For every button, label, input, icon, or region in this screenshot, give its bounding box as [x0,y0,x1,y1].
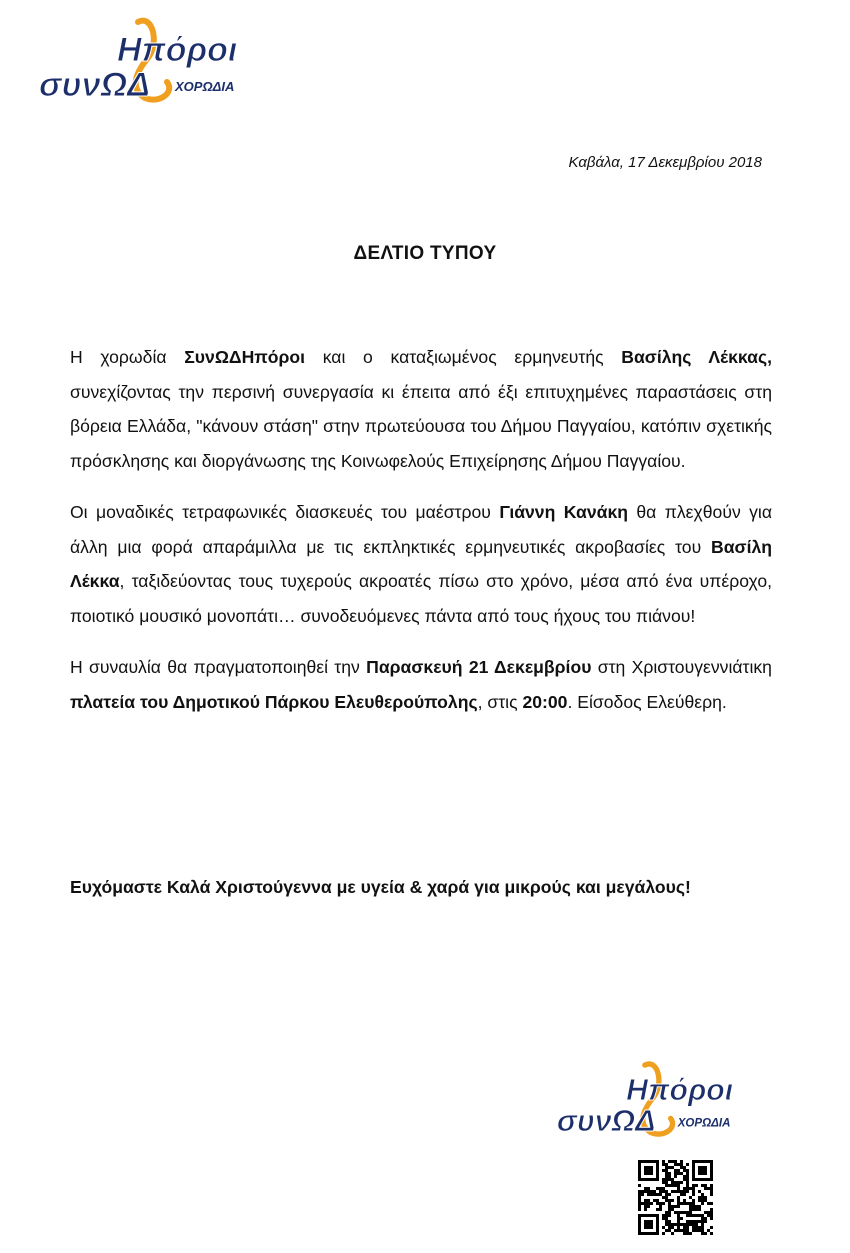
qr-module [686,1187,689,1190]
text: θα πλεχθούν για άλλη μια φορά απαράμιλλα με τις εκπληκτικές ερμηνευτικές ακροβασίες του [70,502,773,557]
text: Η χορωδία [70,347,185,367]
paragraph-1 [70,340,772,478]
qr-module [692,1187,695,1190]
qr-module [695,1229,698,1232]
svg-text:ΧΟΡΩΔΙΑ: ΧΟΡΩΔΙΑ [677,1117,731,1130]
qr-module [710,1217,713,1220]
qr-module [710,1214,713,1217]
qr-module [692,1214,695,1217]
qr-module [680,1190,683,1193]
qr-module [707,1214,710,1217]
qr-module [710,1193,713,1196]
qr-module [704,1196,707,1199]
qr-module [692,1226,695,1229]
singer-name: Βασίλη Λέκκα [70,536,772,591]
qr-module [659,1190,662,1193]
qr-module [671,1160,674,1163]
qr-module [707,1202,710,1205]
qr-module [707,1211,710,1214]
qr-module [695,1184,698,1187]
svg-text:συνΩΔ: συνΩΔ [39,66,150,104]
qr-module [674,1205,677,1208]
event-time: 20:00 [522,691,568,712]
qr-module [656,1202,659,1205]
qr-module [689,1196,692,1199]
qr-module [668,1229,671,1232]
qr-module [686,1214,689,1217]
qr-module [659,1193,662,1196]
qr-module [680,1211,683,1214]
qr-module [686,1163,689,1166]
qr-module [710,1208,713,1211]
text: , στις [477,691,523,712]
qr-module [695,1205,698,1208]
qr-module [710,1211,713,1214]
choir-logo-bottom [553,1058,758,1138]
qr-module [665,1217,668,1220]
qr-module [647,1205,650,1208]
qr-module [686,1232,689,1235]
qr-module [677,1169,680,1172]
qr-module [701,1232,704,1235]
qr-module [644,1187,647,1190]
qr-module [668,1208,671,1211]
qr-module [665,1190,668,1193]
qr-module [683,1193,686,1196]
qr-module [668,1184,671,1187]
qr-module [695,1214,698,1217]
text: Η συναυλία θα πραγματοποιηθεί την [70,657,367,677]
qr-module [653,1193,656,1196]
qr-module [698,1226,701,1229]
qr-module [650,1190,653,1193]
qr-module [647,1199,650,1202]
qr-module [683,1199,686,1202]
qr-module [710,1187,713,1190]
document-body [70,340,772,736]
qr-module [677,1199,680,1202]
conductor-name: Γιάννη Κανάκη [499,502,629,522]
qr-module [677,1211,680,1214]
qr-module [665,1220,668,1223]
qr-module [665,1181,668,1184]
qr-module [665,1199,668,1202]
qr-module [695,1220,698,1223]
qr-module [692,1205,695,1208]
qr-module [638,1190,641,1193]
qr-module [686,1226,689,1229]
qr-module [668,1160,671,1163]
qr-module [704,1232,707,1235]
qr-module [707,1229,710,1232]
qr-module [701,1214,704,1217]
qr-module [686,1190,689,1193]
qr-module [701,1226,704,1229]
qr-module [653,1199,656,1202]
qr-module [686,1229,689,1232]
qr-module [668,1193,671,1196]
qr-module [689,1205,692,1208]
qr-module [668,1223,671,1226]
qr-module [692,1223,695,1226]
qr-module [689,1214,692,1217]
qr-module [680,1223,683,1226]
qr-module [683,1178,686,1181]
qr-module [665,1214,668,1217]
qr-module [671,1208,674,1211]
event-venue: πλατεία του Δημοτικού Πάρκου Ελευθερούπολης [70,691,478,712]
qr-module [653,1190,656,1193]
qr-module [683,1169,686,1172]
paragraph-2 [70,495,772,633]
qr-module [674,1190,677,1193]
qr-module [710,1190,713,1193]
qr-module [638,1205,641,1208]
qr-module [668,1202,671,1205]
qr-module [662,1190,665,1193]
qr-module [701,1193,704,1196]
qr-module [677,1202,680,1205]
qr-module [683,1226,686,1229]
qr-module [677,1214,680,1217]
qr-module [701,1220,704,1223]
qr-module [677,1217,680,1220]
qr-module [665,1175,668,1178]
paragraph-3 [70,650,772,719]
qr-module [665,1196,668,1199]
qr-module [695,1226,698,1229]
qr-module [680,1172,683,1175]
qr-module [644,1220,653,1229]
qr-module [683,1232,686,1235]
qr-module [671,1181,674,1184]
qr-module [680,1160,683,1163]
qr-module [665,1229,668,1232]
qr-module [692,1193,695,1196]
qr-module [707,1187,710,1190]
qr-module [647,1193,650,1196]
svg-text:ΧΟΡΩΔΙΑ: ΧΟΡΩΔΙΑ [175,79,235,94]
qr-module [704,1220,707,1223]
qr-module [644,1166,653,1175]
qr-module [689,1208,692,1211]
qr-module [638,1196,641,1199]
qr-module [680,1202,683,1205]
qr-module [680,1166,683,1169]
qr-module [659,1205,662,1208]
event-date: Παρασκευή 21 Δεκεμβρίου [366,657,592,677]
qr-module [680,1163,683,1166]
qr-module [662,1160,665,1163]
qr-module [671,1166,674,1169]
qr-module [686,1223,689,1226]
qr-module [698,1199,701,1202]
qr-module [689,1211,692,1214]
qr-module [674,1181,677,1184]
qr-module [641,1190,644,1193]
qr-module [674,1229,677,1232]
qr-module [698,1229,701,1232]
qr-module [671,1226,674,1229]
qr-module [686,1172,689,1175]
svg-text:συνΩΔ: συνΩΔ [556,1104,656,1138]
qr-module [671,1178,674,1181]
qr-module [638,1208,641,1211]
qr-module [686,1178,689,1181]
qr-module [695,1223,698,1226]
qr-module [644,1202,647,1205]
text: στη Χριστουγεννιάτικη [591,657,772,677]
qr-module [644,1208,647,1211]
qr-module [662,1217,665,1220]
qr-module [671,1199,674,1202]
qr-module [704,1199,707,1202]
qr-module [704,1187,707,1190]
qr-module [677,1229,680,1232]
qr-module [677,1190,680,1193]
qr-module [662,1226,665,1229]
date-line: Καβάλα, 17 Δεκεμβρίου 2018 [568,154,762,171]
text: , ταξιδεύοντας τους τυχερούς ακροατές πίσω στο χρόνο, μέσα από ένα υπέροχο, ποιοτικό μουσικό μονοπάτι… συνοδευόμενες πάντα από τους ήχους του πιάνου! [70,571,772,626]
qr-module [662,1202,665,1205]
qr-module [638,1199,641,1202]
qr-module [665,1193,668,1196]
qr-module [710,1184,713,1187]
qr-module [701,1229,704,1232]
svg-text:Ηπόροι: Ηπόροι [117,31,238,69]
qr-module [680,1193,683,1196]
qr-module [692,1220,695,1223]
qr-module [677,1226,680,1229]
qr-module [668,1172,671,1175]
qr-module [710,1202,713,1205]
qr-module [689,1187,692,1190]
qr-module [710,1232,713,1235]
qr-module [644,1199,647,1202]
qr-module [662,1163,665,1166]
qr-module [665,1166,668,1169]
qr-module [692,1190,695,1193]
qr-module [677,1205,680,1208]
qr-module [674,1169,677,1172]
qr-module [656,1193,659,1196]
qr-module [665,1178,668,1181]
qr-module [689,1202,692,1205]
qr-module [698,1190,701,1193]
qr-module [677,1223,680,1226]
qr-module [683,1175,686,1178]
qr-module [671,1205,674,1208]
qr-module [662,1196,665,1199]
qr-module [656,1187,659,1190]
qr-module [680,1217,683,1220]
qr-module [647,1187,650,1190]
qr-module [689,1220,692,1223]
qr-module [683,1187,686,1190]
qr-module [683,1202,686,1205]
qr-module [692,1199,695,1202]
qr-module [668,1220,671,1223]
closing-wishes: Ευχόμαστε Καλά Χριστούγεννα με υγεία & χαρά για μικρούς και μεγάλους! [70,877,691,897]
qr-module [668,1214,671,1217]
qr-module [650,1193,653,1196]
qr-module [698,1205,701,1208]
qr-module [689,1232,692,1235]
qr-module [662,1178,665,1181]
qr-module [683,1166,686,1169]
qr-module [704,1184,707,1187]
qr-module [665,1169,668,1172]
qr-module [674,1184,677,1187]
qr-module [686,1202,689,1205]
qr-module [677,1163,680,1166]
qr-module [692,1208,695,1211]
qr-module [698,1220,701,1223]
qr-module [671,1190,674,1193]
qr-module [668,1199,671,1202]
qr-module [674,1160,677,1163]
qr-module [677,1184,680,1187]
qr-module [674,1175,677,1178]
qr-module [692,1229,695,1232]
qr-module [662,1187,665,1190]
qr-module [689,1223,692,1226]
qr-module [638,1184,641,1187]
qr-module [668,1226,671,1229]
qr-module [677,1220,680,1223]
qr-module [665,1163,668,1166]
qr-module [692,1184,695,1187]
qr-module [686,1181,689,1184]
qr-module [674,1172,677,1175]
qr-module [668,1178,671,1181]
qr-module [683,1223,686,1226]
qr-module [701,1196,704,1199]
qr-module [701,1202,704,1205]
text: και ο καταξιωμένος ερμηνευτής [305,347,622,367]
qr-module [659,1208,662,1211]
singer-name: Βασίλης Λέκκας, [621,347,772,367]
qr-module [677,1187,680,1190]
qr-module [671,1232,674,1235]
qr-module [650,1202,653,1205]
qr-module [692,1202,695,1205]
qr-module [704,1211,707,1214]
text: . Είσοδος Ελεύθερη. [567,691,727,712]
qr-module [701,1199,704,1202]
qr-module [677,1172,680,1175]
qr-module [668,1205,671,1208]
text: συνεχίζοντας την περσινή συνεργασία κι έπειτα από έξι επιτυχημένες παραστάσεις στη βόρεια Ελλάδα, "κάνουν στάση" στην πρωτεύουσα του Δήμου Παγγαίου, κατόπιν σχετικής πρόσκλησης και διοργάνωσης της Κοινωφελούς Επιχείρησης Δήμου Παγγαίου. [70,381,772,471]
qr-module [662,1232,665,1235]
qr-module [644,1190,647,1193]
qr-module [668,1211,671,1214]
qr-module [704,1217,707,1220]
qr-module [647,1190,650,1193]
qr-module [710,1226,713,1229]
qr-module [686,1211,689,1214]
qr-module [674,1163,677,1166]
qr-module [698,1208,701,1211]
qr-module [680,1229,683,1232]
qr-module [662,1181,665,1184]
qr-module [677,1181,680,1184]
qr-module [647,1202,650,1205]
qr-module [641,1193,644,1196]
qr-module [656,1208,659,1211]
qr-module [686,1169,689,1172]
qr-module [671,1184,674,1187]
qr-module [671,1223,674,1226]
qr-module [644,1205,647,1208]
qr-module [701,1184,704,1187]
qr-module [665,1172,668,1175]
qr-module [698,1214,701,1217]
qr-module [668,1175,671,1178]
qr-module [659,1187,662,1190]
qr-module [656,1199,659,1202]
qr-module [683,1211,686,1214]
qr-module [698,1166,707,1175]
qr-module [680,1181,683,1184]
qr-module [686,1175,689,1178]
choir-name: ΣυνΩΔΗπόροι [184,347,306,367]
qr-module [665,1223,668,1226]
qr-module [665,1184,668,1187]
qr-module [701,1223,704,1226]
qr-module [698,1196,701,1199]
qr-module [674,1211,677,1214]
qr-module [701,1217,704,1220]
qr-module [638,1193,641,1196]
text: Οι μοναδικές τετραφωνικές διασκευές του μαέστρου [70,502,500,522]
qr-module [662,1169,665,1172]
qr-module [641,1202,644,1205]
qr-module [638,1202,641,1205]
qr-module [677,1196,680,1199]
qr-module [683,1190,686,1193]
qr-module [686,1220,689,1223]
qr-module [683,1229,686,1232]
qr-module [686,1184,689,1187]
qr-code [638,1160,713,1235]
qr-module [662,1214,665,1217]
qr-module [665,1211,668,1214]
svg-text:Ηπόροι: Ηπόροι [626,1073,734,1107]
qr-module [674,1223,677,1226]
qr-module [659,1202,662,1205]
choir-logo-top [35,14,265,104]
qr-module [695,1208,698,1211]
document-title: ΔΕΛΤΙΟ ΤΥΠΟΥ [353,243,497,264]
qr-module [668,1166,671,1169]
